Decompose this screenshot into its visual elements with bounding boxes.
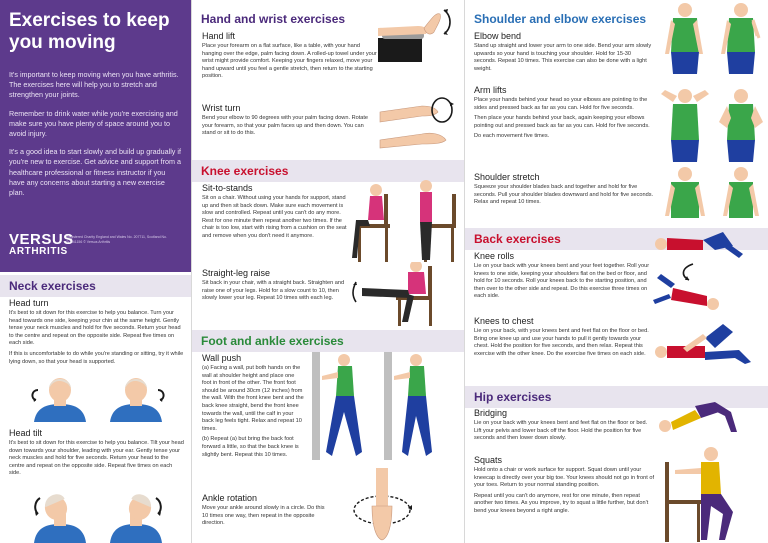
neck-heading: Neck exercises xyxy=(9,279,96,293)
arm-lifts-text-2: Then place your hands behind your back, again keeping your elbows pointing out and pressed back as far as you can. Hold for five seconds. xyxy=(474,115,650,129)
sit-to-stands-text: Sit on a chair. Without using your hands for support, stand up and then sit back down. Make sure each movement is slow and controlled. Repeat until you can't do any more. Rest for one minute then repeat another two times. If the chair is too low, start with rising from a cushion on the seat and remove when you don't need it anymore. xyxy=(202,195,347,239)
hand-heading: Hand and wrist exercises xyxy=(201,12,346,26)
wrist-turn-illustration xyxy=(376,82,462,154)
wall-push-exercise xyxy=(202,353,304,462)
bridging-exercise xyxy=(474,408,656,446)
registration-note: Registered Charity England and Wales No. 207711, Scotland No. SC041156 © Versus Arthritis xyxy=(66,235,167,244)
straight-leg-raise-illustration xyxy=(352,262,462,328)
arm-lifts-title: Arm lifts xyxy=(474,85,507,95)
knee-rolls-title: Knee rolls xyxy=(474,251,515,261)
head-tilt-text: It's best to sit down for this exercise to help you balance. Tilt your head down towards your shoulder, leading with your ear. Gently tense your neck muscles and hold for five seconds. Return your head to the centre and repeat on the opposite side. Repeat five times on each side. xyxy=(9,440,184,477)
shoulder-stretch-title: Shoulder stretch xyxy=(474,172,540,182)
shoulder-stretch-illustration xyxy=(657,166,767,224)
intro-paragraph-1: It's important to keep moving when you have arthritis. The exercises here will help you to stretch and strengthen your joints. xyxy=(9,70,179,100)
elbow-bend-title: Elbow bend xyxy=(474,31,522,41)
head-turn-note: If this is uncomfortable to do while you're standing or sitting, try it while lying down, so that your head is supported. xyxy=(9,350,184,365)
knees-to-chest-illustration xyxy=(653,318,767,370)
wrist-turn-exercise xyxy=(202,103,378,141)
bridging-text: Lie on your back with your knees bent and feet flat on the floor or bed. Lift your pelvis and lower back off the floor. Hold the position for five seconds and then lower down slowly. xyxy=(474,420,648,442)
neck-section-heading xyxy=(0,275,191,297)
elbow-bend-illustration xyxy=(657,2,767,74)
wall-push-text-a: (a) Facing a wall, put both hands on the wall at shoulder height and place one foot in front of the other. The front foot should be around 30cm (12 inches) from the wall. With the front knee bent and the back knee straight, bend the front knee towards the wall, until the calf in your back leg feels tight. Relax and repeat 10 times. xyxy=(202,365,304,432)
bridging-illustration xyxy=(657,388,767,434)
arm-lifts-text-3: Do each movement five times. xyxy=(474,133,550,140)
intro-panel xyxy=(0,0,191,272)
page-title: Exercises to keep you moving xyxy=(9,10,170,53)
hip-heading: Hip exercises xyxy=(474,390,552,404)
wrist-turn-text: Bend your elbow to 90 degrees with your palm facing down. Rotate your forearm, so that your palm faces up and then down. You can stand or sit to do this. xyxy=(202,115,369,137)
knee-rolls-exercise xyxy=(474,251,654,304)
ankle-rotation-illustration xyxy=(342,468,422,543)
knees-to-chest-text: Lie on your back, with your knees bent and feet flat on the floor or bed. Bring one knee up and use your hands to pull it gently towards your chest. Hold the position for five seconds, and then relax. Repeat this exercise with the other knee. Do the exercise five times on each side. xyxy=(474,328,649,357)
column-right xyxy=(464,0,768,543)
squats-text-2: Repeat until you can't do anymore, rest for one minute, then repeat another two times. As you improve, try to squat a little further, but don't bend your knees beyond a right angle. xyxy=(474,492,649,514)
hand-lift-illustration xyxy=(378,8,462,66)
sit-to-stands-title: Sit-to-stands xyxy=(202,183,253,193)
wrist-turn-title: Wrist turn xyxy=(202,103,241,113)
head-turn-exercise xyxy=(9,298,185,369)
knee-section-heading xyxy=(192,160,464,182)
elbow-bend-text: Stand up straight and lower your arm to one side. Bend your arm slowly upwards so your hand is touching your shoulder. Hold for 15-30 seconds. Repeat 10 times. This exercise can also be done with a light weight. xyxy=(474,43,652,72)
hand-lift-exercise xyxy=(202,31,378,84)
squats-exercise xyxy=(474,455,656,519)
head-turn-text: It's best to sit down for this exercise to help you balance. Turn your head towards one side, keeping your chin at the same height. Gently tense your neck muscles and hold for five seconds. Return your head to the centre and repeat on the opposite side. Repeat five times on each side. xyxy=(9,310,181,347)
ankle-rotation-exercise xyxy=(202,493,332,531)
versus-arthritis-logo xyxy=(9,231,74,258)
hand-lift-text: Place your forearm on a flat surface, like a table, with your hand hanging over the edge, palm facing down. A rolled-up towel under your wrist might provide comfort. Keeping your fingers relaxed, move your hand upward until you feel a gentle stretch, then return to the starting position. xyxy=(202,43,377,80)
logo-line-2: ARTHRITIS xyxy=(9,246,68,257)
head-turn-title: Head turn xyxy=(9,298,49,308)
intro-paragraph-3: It's a good idea to start slowly and build up gradually if you're new to exercise. Get advice and support from a healthcare professional or fitness instructor if you have any concerns about starting a new exercise plan. xyxy=(9,147,181,198)
squats-title: Squats xyxy=(474,455,503,465)
straight-leg-raise-exercise xyxy=(202,268,352,306)
squats-illustration xyxy=(661,440,765,543)
wall-push-text-b: (b) Repeat (a) but bring the back foot forward a little, so that the back knee is slightly bent. Repeat this 10 times. xyxy=(202,436,299,458)
shoulder-heading: Shoulder and elbow exercises xyxy=(474,12,647,26)
ankle-rotation-text: Move your ankle around slowly in a circle. Do this 10 times one way, then repeat in the opposite direction. xyxy=(202,505,325,527)
column-middle xyxy=(191,0,464,543)
wall-push-title: Wall push xyxy=(202,353,242,363)
squats-text-1: Hold onto a chair or work surface for support. Squat down until your kneecap is directly over your big toe. Your knees should not go in front of your toes. Return to your normal standing position. xyxy=(474,467,655,489)
straight-leg-raise-title: Straight-leg raise xyxy=(202,268,271,278)
knees-to-chest-title: Knees to chest xyxy=(474,316,534,326)
straight-leg-raise-text: Sit back in your chair, with a straight back. Straighten and raise one of your legs. Hold for a slow count to 10, then slowly lower your leg. Repeat 10 times with each leg. xyxy=(202,280,345,302)
column-left xyxy=(0,0,191,543)
logo-line-1: VERSUS xyxy=(9,231,74,248)
head-turn-illustration xyxy=(28,376,168,422)
head-tilt-illustration xyxy=(28,490,168,543)
foot-section-heading xyxy=(192,330,464,352)
shoulder-stretch-exercise xyxy=(474,172,654,210)
intro-paragraph-2: Remember to drink water while you're exercising and make sure you have plenty of space around you to avoid injury. xyxy=(9,108,178,139)
arm-lifts-illustration xyxy=(657,82,767,162)
sit-to-stands-illustration xyxy=(352,180,462,264)
foot-heading: Foot and ankle exercises xyxy=(201,334,344,348)
bridging-title: Bridging xyxy=(474,408,508,418)
head-tilt-exercise xyxy=(9,428,185,481)
hand-lift-title: Hand lift xyxy=(202,31,236,41)
knee-heading: Knee exercises xyxy=(201,164,289,178)
wall-push-illustration xyxy=(310,352,460,462)
arm-lifts-text-1: Place your hands behind your head so your elbows are pointing to the sides and pressed back as far as you can. Hold for five seconds. xyxy=(474,97,648,111)
elbow-bend-exercise xyxy=(474,31,654,76)
arm-lifts-exercise xyxy=(474,85,654,144)
knee-rolls-text: Lie on your back with your knees bent and your feet together. Roll your knees to one side, keeping your shoulders flat on the bed or floor, and hold for 10 seconds. Roll your knees back to the starting position, and then over to the other side and repeat. Do this exercise three times on each side. xyxy=(474,263,650,300)
back-heading: Back exercises xyxy=(474,232,561,246)
sit-to-stands-exercise xyxy=(202,183,352,244)
knee-rolls-illustration xyxy=(653,232,767,314)
ankle-rotation-title: Ankle rotation xyxy=(202,493,258,503)
shoulder-stretch-text: Squeeze your shoulder blades back and together and hold for five seconds. Pull your shoulder blades downward and hold for five seconds. Relax and repeat 10 times. xyxy=(474,184,654,206)
head-tilt-title: Head tilt xyxy=(9,428,43,438)
knees-to-chest-exercise xyxy=(474,316,654,361)
